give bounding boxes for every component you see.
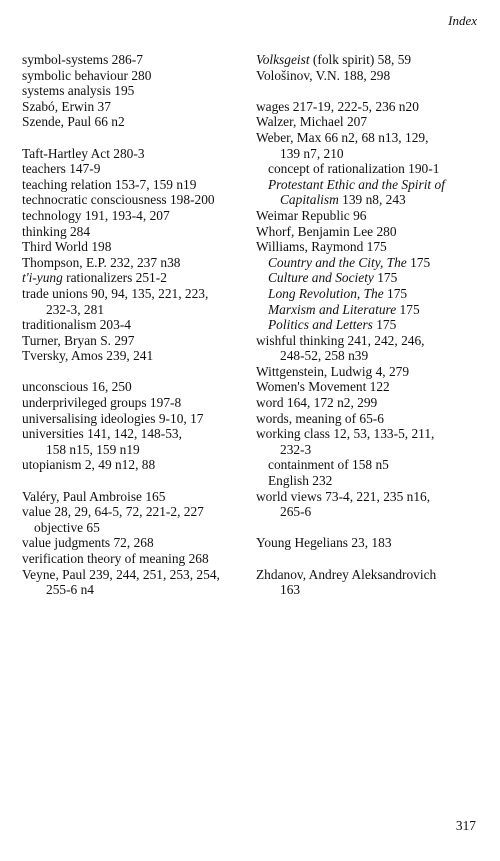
index-entry-text: symbol-systems 286-7: [22, 52, 143, 67]
index-entry-text: Taft-Hartley Act 280-3: [22, 145, 145, 161]
index-entry: [22, 489, 250, 505]
index-entry: [22, 114, 250, 130]
index-entry-text: Women's Movement 122: [256, 379, 390, 395]
index-entry-text: 175: [373, 270, 398, 286]
index-column-left: [22, 52, 250, 598]
index-entry-text: traditionalism 203-4: [22, 317, 131, 333]
index-entry-text: 255-6 n4: [46, 582, 94, 598]
index-entry-text: trade unions 90, 94, 135, 221, 223,: [22, 285, 209, 301]
index-subentry: [256, 177, 492, 193]
index-entry-text: wages 217-19, 222-5, 236 n20: [256, 98, 419, 114]
index-subentry: [22, 520, 250, 536]
index-subentry: [256, 161, 492, 177]
index-entry: [256, 239, 492, 255]
index-entry: [22, 457, 250, 473]
index-entry-text: Wittgenstein, Ludwig 4, 279: [256, 363, 410, 379]
index-entry: [22, 177, 250, 193]
index-entry: [256, 224, 492, 240]
index-entry-text: verification theory of meaning 268: [22, 551, 209, 566]
index-entry: [22, 255, 250, 271]
index-entry-italic-title: Politics and Letters: [268, 317, 373, 333]
index-entry-text: Veyne, Paul 239, 244, 251, 253, 254,: [22, 566, 220, 582]
index-entry: [22, 224, 250, 240]
index-entry: [22, 83, 250, 99]
index-entry-italic-title: Protestant Ethic and the Spirit of: [268, 176, 445, 192]
index-entry-text: Turner, Bryan S. 297: [22, 332, 135, 348]
index-entry-text: rationalizers 251-2: [62, 270, 167, 286]
index-entry-text: technology 191, 193-4, 207: [22, 207, 170, 223]
index-entry-text: 163: [280, 582, 301, 598]
index-entry-text: Szende, Paul 66 n2: [22, 114, 125, 130]
index-entry-text: Third World 198: [22, 239, 112, 255]
index-entry-text: systems analysis 195: [22, 83, 135, 99]
index-entry-text: working class 12, 53, 133-5, 211,: [256, 426, 435, 442]
page-number: 317: [455, 818, 476, 834]
index-entry: [22, 99, 250, 115]
index-entry: [22, 379, 250, 395]
index-entry: [22, 68, 250, 84]
index-subentry: [256, 302, 492, 318]
index-entry: [22, 567, 250, 583]
index-entry-text: Weimar Republic 96: [256, 207, 367, 223]
index-entry: [256, 379, 492, 395]
index-entry-text: Vološinov, V.N. 188, 298: [256, 67, 391, 83]
index-entry-text: universities 141, 142, 148-53,: [22, 426, 182, 442]
index-subentry: [256, 255, 492, 271]
index-entry-italic-title: Long Revolution, The: [268, 285, 384, 301]
index-entry: [22, 317, 250, 333]
index-entry: [256, 52, 492, 68]
index-entry-italic-title: Volksgeist: [256, 52, 310, 67]
index-entry-text: English 232: [268, 473, 333, 489]
index-entry: [256, 395, 492, 411]
index-gap: [22, 473, 250, 489]
index-entry: [22, 348, 250, 364]
index-entry: [256, 130, 492, 146]
index-entry-text: 175: [372, 317, 397, 333]
index-entry: [256, 364, 492, 380]
index-entry: [22, 535, 250, 551]
index-entry-text: concept of rationalization 190-1: [268, 161, 440, 177]
index-entry: [256, 333, 492, 349]
index-subentry: [256, 473, 492, 489]
index-entry: [22, 161, 250, 177]
index-entry: [22, 208, 250, 224]
index-entry-text: 232-3: [280, 441, 312, 457]
index-entry-text: (folk spirit) 58, 59: [309, 52, 412, 67]
index-entry-text: 248-52, 258 n39: [280, 348, 369, 364]
index-entry-text: value judgments 72, 268: [22, 535, 154, 551]
index-entry-text: Szabó, Erwin 37: [22, 98, 111, 114]
index-subentry: [256, 286, 492, 302]
index-entry: [256, 535, 492, 551]
index-entry-italic-title: Culture and Society: [268, 270, 374, 286]
index-entry-text: technocratic consciousness 198-200: [22, 192, 215, 208]
index-entry: [22, 286, 250, 302]
index-entry-text: containment of 158 n5: [268, 457, 389, 473]
index-entry: [256, 99, 492, 115]
index-entry-text: underprivileged groups 197-8: [22, 395, 182, 411]
index-entry-text: words, meaning of 65-6: [256, 410, 384, 426]
index-entry-text: 139 n7, 210: [280, 145, 344, 161]
index-entry: [22, 395, 250, 411]
index-entry-text: utopianism 2, 49 n12, 88: [22, 457, 156, 473]
index-entry: [256, 208, 492, 224]
index-entry: [22, 52, 250, 68]
index-entry: [22, 411, 250, 427]
index-entry-text: word 164, 172 n2, 299: [256, 395, 378, 411]
index-gap: [256, 551, 492, 567]
index-gap: [22, 364, 250, 380]
index-subentry: [22, 302, 250, 318]
index-entry-text: 232-3, 281: [46, 301, 105, 317]
index-entry-italic-title: t'i-yung: [22, 270, 63, 286]
index-entry-text: 158 n15, 159 n19: [46, 441, 140, 457]
index-entry-text: wishful thinking 241, 242, 246,: [256, 332, 425, 348]
index-subentry: [256, 348, 492, 364]
index-subentry: [256, 192, 492, 208]
index-entry-text: unconscious 16, 250: [22, 379, 132, 395]
index-subentry: [256, 457, 492, 473]
index-subentry: [22, 442, 250, 458]
index-entry-italic-title: Capitalism: [280, 192, 339, 208]
index-entry-text: Young Hegelians 23, 183: [256, 535, 392, 551]
index-entry-text: thinking 284: [22, 223, 91, 239]
index-entry-text: symbolic behaviour 280: [22, 67, 152, 83]
index-entry-text: universalising ideologies 9-10, 17: [22, 410, 204, 426]
index-entry-text: teachers 147-9: [22, 161, 101, 177]
index-entry: [22, 333, 250, 349]
index-gap: [256, 520, 492, 536]
index-entry: [256, 567, 492, 583]
index-entry-text: Thompson, E.P. 232, 237 n38: [22, 254, 181, 270]
index-entry-text: Williams, Raymond 175: [256, 239, 387, 255]
index-entry-text: Tversky, Amos 239, 241: [22, 348, 154, 364]
index-entry: [256, 114, 492, 130]
index-entry: [22, 504, 250, 520]
index-subentry: [256, 582, 492, 598]
index-entry-text: Weber, Max 66 n2, 68 n13, 129,: [256, 129, 429, 145]
index-entry-text: Valéry, Paul Ambroise 165: [22, 488, 166, 504]
index-entry-text: Walzer, Michael 207: [256, 114, 368, 130]
index-entry-text: value 28, 29, 64-5, 72, 221-2, 227: [22, 504, 204, 520]
index-entry-text: objective 65: [34, 519, 100, 535]
index-entry-text: 175: [396, 301, 420, 317]
index-entry-italic-title: Marxism and Literature: [268, 301, 397, 317]
index-entry-text: 265-6: [280, 504, 312, 520]
index-subentry: [256, 146, 492, 162]
running-header: Index: [448, 13, 477, 28]
index-gap: [22, 130, 250, 146]
index-entry: [22, 239, 250, 255]
index-subentry: [256, 270, 492, 286]
index-entry: [22, 146, 250, 162]
index-entry-text: teaching relation 153-7, 159 n19: [22, 176, 197, 192]
index-entry-text: 139 n8, 243: [338, 192, 406, 208]
index-entry: [256, 68, 492, 84]
index-entry-text: Zhdanov, Andrey Aleksandrovich: [256, 566, 437, 582]
index-gap: [256, 83, 492, 99]
index-subentry: [256, 504, 492, 520]
index-entry-text: 175: [406, 254, 431, 270]
index-entry: [256, 426, 492, 442]
index-entry: [22, 426, 250, 442]
index-column-right: [256, 52, 492, 598]
index-subentry: [22, 582, 250, 598]
index-entry: [256, 489, 492, 505]
index-entry: [22, 270, 250, 286]
index-entry-text: Whorf, Benjamin Lee 280: [256, 223, 397, 239]
index-subentry: [256, 442, 492, 458]
index-entry-text: world views 73-4, 221, 235 n16,: [256, 488, 431, 504]
index-entry: [256, 411, 492, 427]
index-entry-italic-title: Country and the City, The: [268, 254, 407, 270]
index-entry-text: 175: [383, 285, 408, 301]
index-entry: [22, 192, 250, 208]
index-subentry: [256, 317, 492, 333]
index-entry: [22, 551, 250, 567]
